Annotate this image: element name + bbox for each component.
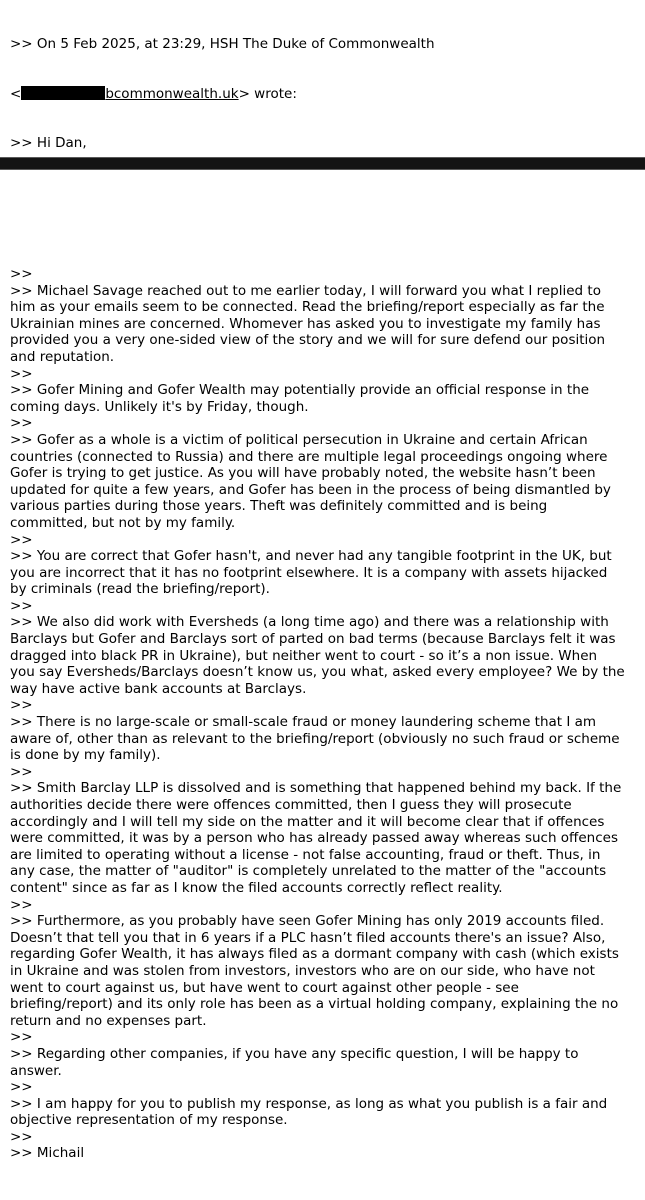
email-body-line: went to court against us, but have went to court against other people - see <box>10 979 519 996</box>
email-body-line: authorities decide there were offences committed, then I guess they will prosecute <box>10 797 572 813</box>
email-body-line: Doesn’t that tell you that in 6 years if a PLC hasn’t filed accounts there's an issue? Also, <box>10 929 606 946</box>
email-body-line: >> <box>10 531 33 548</box>
email-body-line: >> There is no large-scale or small-scale fraud or money laundering scheme that I am <box>10 714 597 731</box>
email-body-line: >> Furthermore, as you probably have seen Gofer Mining has only 2019 accounts filed. <box>10 913 605 930</box>
email-body-line: were committed, it was by a person who has already passed away whereas such offences <box>10 830 618 847</box>
email-body-line: return and no expenses part. <box>10 1012 207 1029</box>
email-body-line: in Ukraine and was stolen from investors, investors who are on our side, who have not <box>10 962 595 979</box>
email-body-line: updated for quite a few years, and Gofer has been in the process of being dismantled by <box>10 481 611 498</box>
email-body-line: Barclays but Gofer and Barclays sort of parted on bad terms (because Barclays felt it was <box>10 631 616 648</box>
email-body-line: coming days. Unlikely it's by Friday, though. <box>10 398 309 415</box>
email-body-line: answer. <box>10 1062 62 1079</box>
email-body-line: >> <box>10 597 33 614</box>
email-body <box>10 266 640 1162</box>
sender-email-domain-link[interactable]: bcommonwealth.uk <box>105 85 239 102</box>
email-body-line: >> <box>10 266 33 282</box>
email-body-line: >> <box>10 415 33 432</box>
email-body-line: Gofer is trying to get justice. As you will have probably noted, the website hasn’t been <box>10 465 596 482</box>
email-body-line: >> <box>10 1128 33 1145</box>
email-body-line: Ukrainian mines are concerned. Whomever has asked you to investigate my family has <box>10 315 601 332</box>
email-body-line: committed, but not by my family. <box>10 514 236 531</box>
email-body-line: by criminals (read the briefing/report). <box>10 581 270 598</box>
email-body-line: >> Michael Savage reached out to me earlier today, I will forward you what I replied to <box>10 282 601 299</box>
section-divider-bar <box>0 157 645 170</box>
email-body-line: >> <box>10 1029 33 1046</box>
email-body-line: briefing/report) and its only role has been as a virtual holding company, explaining the no <box>10 996 619 1013</box>
email-body-line: >> Gofer Mining and Gofer Wealth may potentially provide an official response in the <box>10 382 590 399</box>
email-body-line: provided you a very one-sided view of the story and we will for sure defend our position <box>10 332 606 349</box>
email-body-line: you are incorrect that it has no footprint elsewhere. It is a company with assets hijacked <box>10 564 608 581</box>
email-body-line: >> <box>10 896 33 913</box>
email-body-line: >> We also did work with Eversheds (a long time ago) and there was a relationship with <box>10 614 609 631</box>
angle-open: < <box>10 85 22 102</box>
sender-email-line <box>10 86 640 103</box>
email-body-line: any case, the matter of "auditor" is completely unrelated to the matter of the "accounts <box>10 863 607 880</box>
email-body-line: are limited to operating without a license - not false accounting, fraud or theft. Thus, in <box>10 846 601 863</box>
email-body-line: >> You are correct that Gofer hasn't, and never had any tangible footprint in the UK, but <box>10 548 612 565</box>
quote-attribution-line: >> On 5 Feb 2025, at 23:29, HSH The Duke of Commonwealth <box>10 36 435 52</box>
email-body-line: >> Regarding other companies, if you have any specific question, I will be happy to <box>10 1045 579 1062</box>
email-body-line: >> I am happy for you to publish my response, as long as what you publish is a fair and <box>10 1095 608 1112</box>
email-body-line: dragged into black PR in Ukraine), but neither went to court - so it’s a non issue. When <box>10 647 598 664</box>
email-body-line: >> Michail <box>10 1145 85 1162</box>
email-body-line: countries (connected to Russia) and there are multiple legal proceedings ongoing where <box>10 448 608 465</box>
email-body-line: content" since as far as I know the filed accounts correctly reflect reality. <box>10 879 503 896</box>
email-body-line: >> Smith Barclay LLP is dissolved and is something that happened behind my back. If the <box>10 780 622 797</box>
email-body-line: him as your emails seem to be connected. Read the briefing/report especially as far the <box>10 299 605 316</box>
email-body-line: >> Gofer as a whole is a victim of political persecution in Ukraine and certain African <box>10 431 588 448</box>
email-body-line: aware of, other than as relevant to the briefing/report (obviously no such fraud or scheme <box>10 730 620 747</box>
redaction-bar <box>21 86 105 100</box>
email-body-line: you say Eversheds/Barclays doesn’t know us, you what, asked every employee? We by the <box>10 664 625 681</box>
email-body-line: and reputation. <box>10 348 115 365</box>
email-body-line: >> <box>10 697 33 714</box>
email-body-line: accordingly and I will tell my side on the matter and it will become clear that if offences <box>10 813 605 830</box>
email-body-line: way have active bank accounts at Barclays. <box>10 680 307 697</box>
wrote-label: > wrote: <box>238 85 297 102</box>
email-body-line: >> <box>10 763 33 780</box>
email-body-line: objective representation of my response. <box>10 1112 288 1129</box>
email-body-line: >> <box>10 1079 33 1096</box>
email-body-line: regarding Gofer Wealth, it has always filed as a dormant company with cash (which exists <box>10 946 619 963</box>
email-body-line: is done by my family). <box>10 747 161 764</box>
email-quote-header <box>10 3 640 168</box>
email-body-line: various parties during those years. Theft was definitely committed and is being <box>10 498 548 515</box>
greeting-line: >> Hi Dan, <box>10 135 87 151</box>
email-body-line: >> <box>10 365 33 382</box>
